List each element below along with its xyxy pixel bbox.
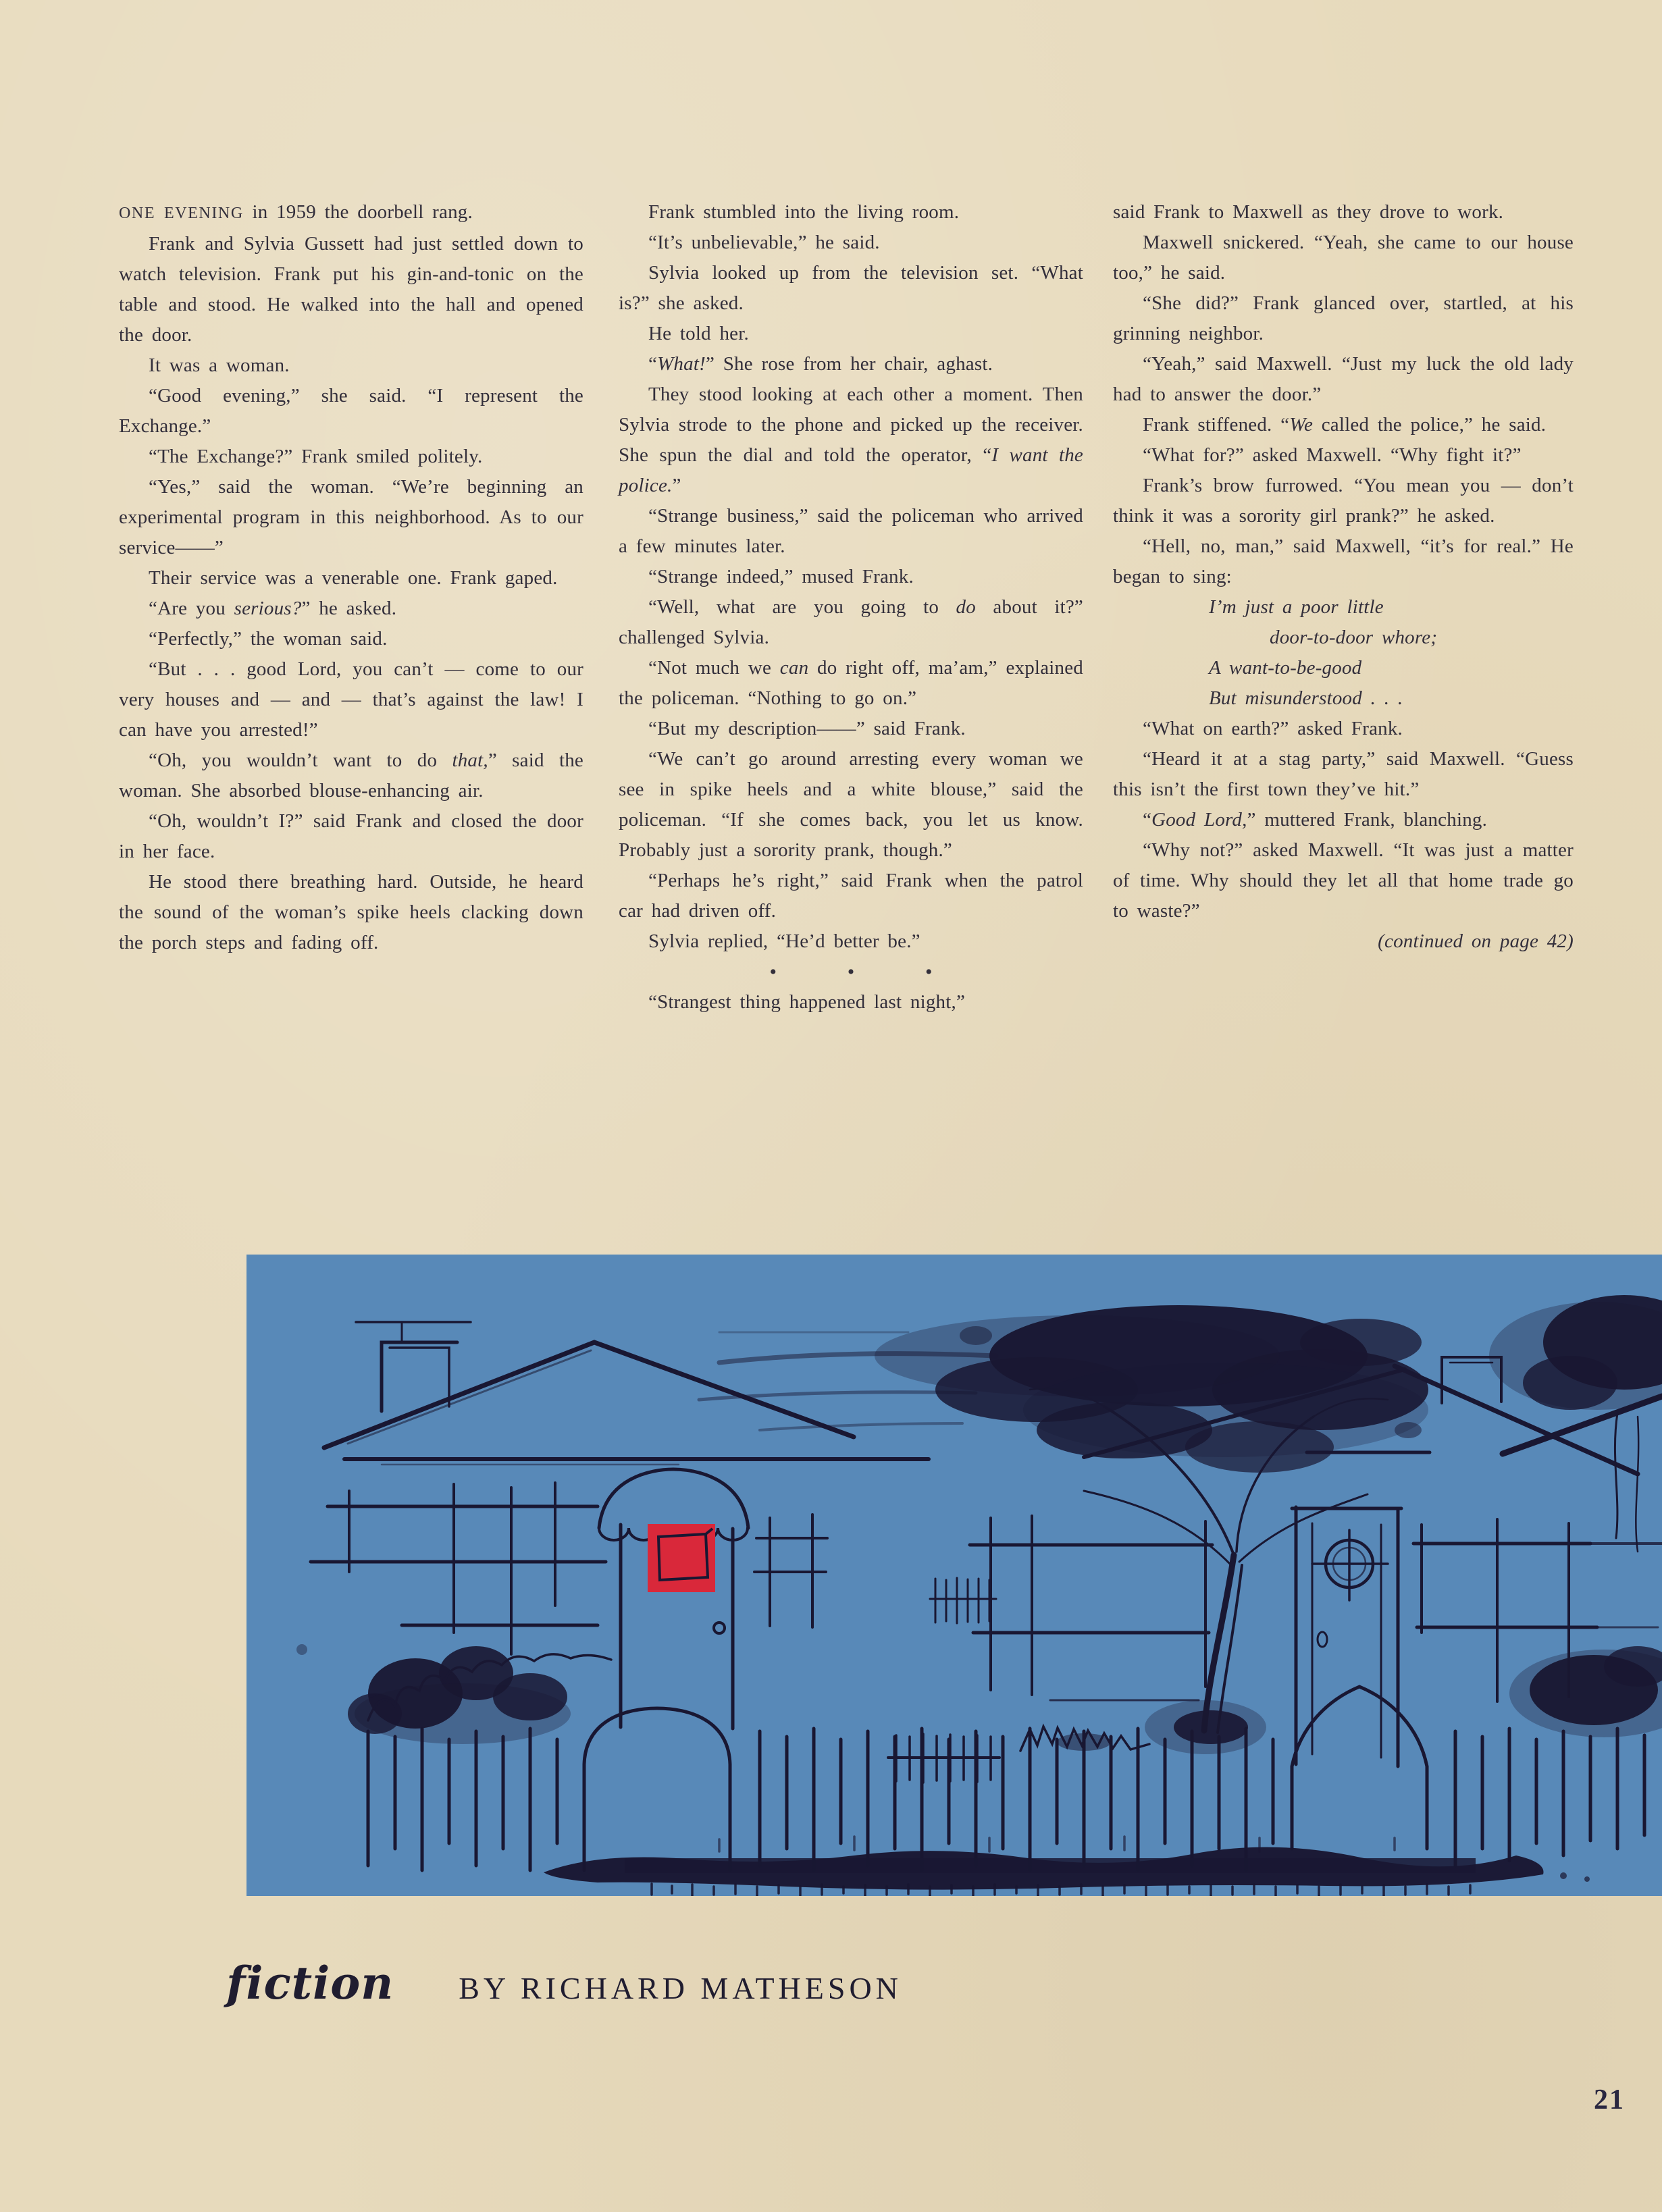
paragraph bbox=[1113, 471, 1574, 531]
story-text: A want-to-be-good bbox=[1209, 657, 1362, 679]
story-text: He stood there breathing hard. Outside, he heard the sound of the woman’s spike heels clacking down the porch steps and fading off. bbox=[119, 871, 583, 953]
verse-line bbox=[1113, 653, 1574, 683]
story-text: “Yeah,” said Maxwell. “Just my luck the old lady had to answer the door.” bbox=[1113, 353, 1574, 405]
paragraph bbox=[619, 562, 1083, 592]
story-text: Sylvia looked up from the television set. “What is?” she asked. bbox=[619, 262, 1083, 314]
story-text: “ bbox=[648, 353, 658, 375]
verse-line bbox=[1113, 623, 1574, 653]
story-text: Their service was a venerable one. Frank gaped. bbox=[149, 567, 558, 589]
paragraph bbox=[119, 624, 583, 654]
paragraph bbox=[1113, 349, 1574, 410]
paragraph bbox=[1113, 410, 1574, 440]
paragraph bbox=[619, 349, 1083, 379]
story-column-1 bbox=[119, 197, 583, 958]
paragraph bbox=[119, 745, 583, 806]
paragraph bbox=[619, 653, 1083, 714]
story-text: that, bbox=[452, 749, 488, 771]
story-text: said Frank to Maxwell as they drove to work. bbox=[1113, 201, 1504, 223]
paragraph bbox=[619, 744, 1083, 866]
paragraph bbox=[619, 501, 1083, 562]
story-text: He told her. bbox=[648, 323, 749, 344]
story-text: “ bbox=[1143, 809, 1152, 831]
story-text: “We can’t go around arresting every woman we see in spike heels and a white blouse,” said the policeman. “If she comes back, you let us know. Probably just a sorority prank, though.” bbox=[619, 748, 1083, 861]
verse-line bbox=[1113, 592, 1574, 623]
story-text: But misunderstood . . . bbox=[1209, 687, 1403, 709]
story-text: “Why not?” asked Maxwell. “It was just a matter of time. Why should they let all that home trade go to waste?” bbox=[1113, 839, 1574, 922]
paragraph bbox=[619, 926, 1083, 957]
paragraph bbox=[1113, 744, 1574, 805]
story-text: ” muttered Frank, blanching. bbox=[1247, 809, 1488, 831]
story-text: “But . . . good Lord, you can’t — come to our very houses and — and — that’s against the law! I can have you arrested!” bbox=[119, 658, 583, 741]
story-text: What! bbox=[657, 353, 706, 375]
story-text: Sylvia replied, “He’d better be.” bbox=[648, 930, 920, 952]
section-label-fiction: fiction bbox=[226, 1957, 394, 2009]
paragraph bbox=[619, 319, 1083, 349]
paragraph bbox=[119, 229, 583, 350]
story-column-2 bbox=[619, 197, 1083, 1018]
story-text: I want the police. bbox=[619, 444, 1083, 496]
house-illustration bbox=[246, 1255, 1662, 1896]
paragraph bbox=[619, 258, 1083, 319]
story-column-3 bbox=[1113, 197, 1574, 957]
paragraph bbox=[619, 379, 1083, 501]
paragraph bbox=[619, 866, 1083, 926]
story-text: can bbox=[779, 657, 809, 679]
paragraph bbox=[119, 654, 583, 745]
paragraph bbox=[1113, 835, 1574, 926]
story-text: They stood looking at each other a moment. Then Sylvia strode to the phone and picked up the receiver. She spun the dial and told the operator, “ bbox=[619, 384, 1083, 466]
paragraph bbox=[1113, 531, 1574, 592]
page-number: 21 bbox=[1594, 2084, 1625, 2115]
story-text: “What for?” asked Maxwell. “Why fight it?” bbox=[1143, 444, 1522, 466]
paragraph bbox=[619, 592, 1083, 653]
paragraph bbox=[119, 472, 583, 563]
story-text: “Heard it at a stag party,” said Maxwell. “Guess this isn’t the first town they’ve hit.” bbox=[1113, 748, 1574, 800]
story-text: “Strange business,” said the policeman who arrived a few minutes later. bbox=[619, 505, 1083, 557]
story-text: “Hell, no, man,” said Maxwell, “it’s for real.” He began to sing: bbox=[1113, 535, 1574, 587]
story-text: Frank’s brow furrowed. “You mean you — don’t think it was a sorority girl prank?” he asked. bbox=[1113, 475, 1574, 527]
story-text: do bbox=[956, 596, 976, 618]
story-text: Frank and Sylvia Gussett had just settled down to watch television. Frank put his gin-and-tonic on the table and stood. He walked into the hall and opened the door. bbox=[119, 233, 583, 346]
story-text: ” he asked. bbox=[301, 598, 397, 619]
story-text: “Strangest thing happened last night,” bbox=[648, 991, 966, 1013]
story-text: do right off, ma’am,” explained the policeman. “Nothing to go on.” bbox=[619, 657, 1083, 709]
verse-line bbox=[1113, 683, 1574, 714]
story-text: Frank stiffened. “ bbox=[1143, 414, 1290, 436]
story-text: called the police,” he said. bbox=[1313, 414, 1547, 436]
story-text: Frank stumbled into the living room. bbox=[648, 201, 960, 223]
paragraph bbox=[119, 563, 583, 594]
story-text: in 1959 the doorbell rang. bbox=[243, 201, 473, 223]
paragraph bbox=[119, 197, 583, 229]
story-text: I’m just a poor little bbox=[1209, 596, 1384, 618]
paragraph bbox=[119, 867, 583, 958]
story-text: Good Lord, bbox=[1151, 809, 1247, 831]
paragraph bbox=[619, 714, 1083, 744]
paragraph bbox=[1113, 714, 1574, 744]
paragraph bbox=[619, 987, 1083, 1018]
paragraph bbox=[1113, 197, 1574, 228]
house-illustration-art bbox=[246, 1255, 1662, 1896]
paragraph bbox=[1113, 288, 1574, 349]
paragraph bbox=[619, 197, 1083, 228]
paragraph bbox=[119, 350, 583, 381]
story-text: It was a woman. bbox=[149, 354, 290, 376]
story-text: ” bbox=[672, 475, 681, 496]
story-text: Maxwell snickered. “Yeah, she came to our house too,” he said. bbox=[1113, 232, 1574, 284]
story-text: “But my description——” said Frank. bbox=[648, 718, 966, 739]
story-text: “Oh, you wouldn’t want to do bbox=[149, 749, 452, 771]
story-text: door-to-door whore; bbox=[1270, 627, 1438, 648]
paragraph bbox=[619, 228, 1083, 258]
red-window bbox=[648, 1524, 715, 1592]
story-text: “Well, what are you going to bbox=[648, 596, 956, 618]
section-break-dots: • • • bbox=[769, 961, 964, 983]
story-text: “She did?” Frank glanced over, startled, at his grinning neighbor. bbox=[1113, 292, 1574, 344]
story-text: serious? bbox=[234, 598, 302, 619]
paragraph bbox=[1113, 805, 1574, 835]
story-text: “Are you bbox=[149, 598, 234, 619]
story-text: (continued on page 42) bbox=[1378, 930, 1574, 952]
paragraph bbox=[1113, 440, 1574, 471]
story-text: “What on earth?” asked Frank. bbox=[1143, 718, 1403, 739]
story-text: “Perfectly,” the woman said. bbox=[149, 628, 388, 650]
paragraph bbox=[1113, 228, 1574, 288]
story-text: about it?” challenged Sylvia. bbox=[619, 596, 1083, 648]
story-text: “Oh, wouldn’t I?” said Frank and closed the door in her face. bbox=[119, 810, 583, 862]
author-byline: BY RICHARD MATHESON bbox=[459, 1971, 902, 2005]
story-text: “Strange indeed,” mused Frank. bbox=[648, 566, 914, 587]
story-opener-caps: ONE EVENING bbox=[119, 205, 244, 222]
byline bbox=[226, 1957, 902, 2009]
story-text: ” She rose from her chair, aghast. bbox=[705, 353, 993, 375]
continued-note bbox=[1113, 926, 1574, 957]
paragraph bbox=[119, 806, 583, 867]
story-text: “It’s unbelievable,” he said. bbox=[648, 232, 880, 253]
paragraph bbox=[119, 594, 583, 624]
story-text: “Yes,” said the woman. “We’re beginning an experimental program in this neighborhood. As to our service——” bbox=[119, 476, 583, 558]
story-text: ” said the woman. She absorbed blouse-enhancing air. bbox=[119, 749, 583, 801]
story-text: “The Exchange?” Frank smiled politely. bbox=[149, 446, 483, 467]
paragraph bbox=[119, 442, 583, 472]
story-text: “Perhaps he’s right,” said Frank when the patrol car had driven off. bbox=[619, 870, 1083, 922]
story-text: “Good evening,” she said. “I represent the Exchange.” bbox=[119, 385, 583, 437]
story-text: “Not much we bbox=[648, 657, 780, 679]
story-text: We bbox=[1289, 414, 1314, 436]
paragraph bbox=[119, 381, 583, 442]
song-verse bbox=[1113, 592, 1574, 714]
